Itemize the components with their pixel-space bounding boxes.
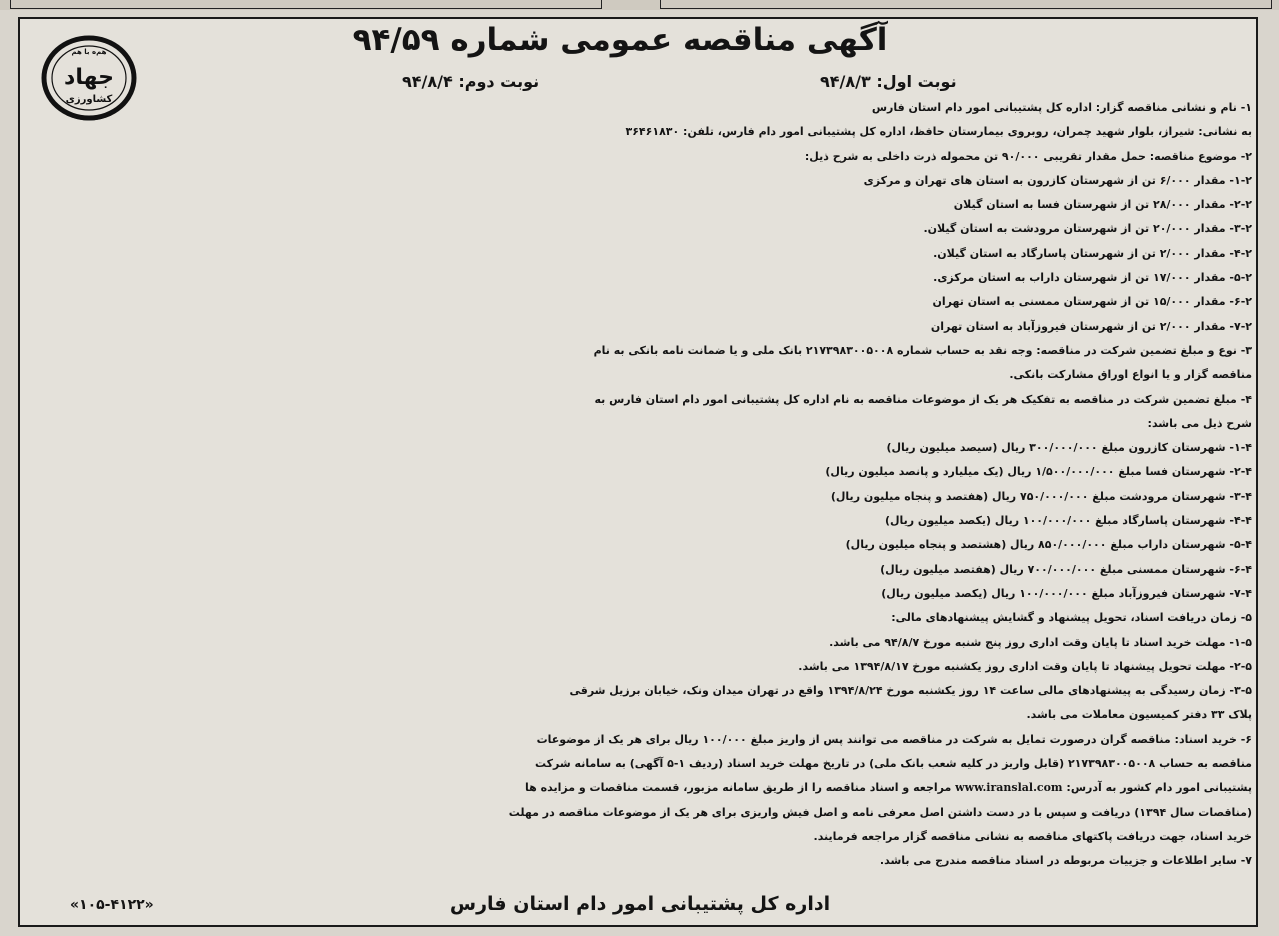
adjacent-ad-border-right [660,0,1272,9]
body-line: ۲-۴- شهرستان فسا مبلغ ۱/۵۰۰/۰۰۰/۰۰۰ ریال (یک میلیارد و پانصد میلیون ریال) [825,465,1252,479]
body-line: ۲- موضوع مناقصه: حمل مقدار تقریبی ۹۰/۰۰۰ تن محموله ذرت داخلی به شرح ذیل: [804,149,1252,163]
body-line: ۴- مبلغ تضمین شرکت در مناقصه به تفکیک هر یک از موضوعات مناقصه به نام اداره کل پشتیبانی امور دام استان فارس به [594,392,1252,406]
body-line: ۵- زمان دریافت اسناد، تحویل پیشنهاد و گشایش پیشنهادهای مالی: [891,611,1252,625]
body-line: ۵-۴- شهرستان داراب مبلغ ۸۵۰/۰۰۰/۰۰۰ ریال (هشتصد و پنجاه میلیون ریال) [845,538,1252,552]
adjacent-ad-border-left [10,0,602,9]
body-line: ۳-۵- زمان رسیدگی به پیشنهادهای مالی ساعت ۱۴ روز یکشنبه مورخ ۱۳۹۴/۸/۲۴ واقع در تهران میدان ونک، خیابان برزیل شرقی [569,684,1252,698]
website-link[interactable]: www.iranslal.com [955,781,1063,795]
logo-top-text: هم‌ه با هم [71,48,107,56]
body-line: شرح ذیل می باشد: [1147,416,1252,430]
logo-sub-text: کشاورزی [65,94,113,105]
second-publication-date: نوبت دوم: ۹۴/۸/۴ [402,72,540,91]
body-line: مناقصه گزار و یا انواع اوراق مشارکت بانکی. [1009,368,1252,382]
body-line: پلاک ۳۳ دفتر کمیسیون معاملات می باشد. [1026,708,1252,722]
first-publication-date: نوبت اول: ۹۴/۸/۳ [820,72,957,91]
body-line: ۳- نوع و مبلغ تضمین شرکت در مناقصه: وجه نقد به حساب شماره ۲۱۷۳۹۸۳۰۰۵۰۰۸ بانک ملی و یا ضمانت نامه بانکی به نام [593,343,1252,357]
body-line: ۳-۲- مقدار ۲۰/۰۰۰ تن از شهرستان مرودشت به استان گیلان. [923,222,1252,236]
body-line: ۷-۴- شهرستان فیروزآباد مبلغ ۱۰۰/۰۰۰/۰۰۰ ریال (یکصد میلیون ریال) [881,586,1252,600]
body-line: ۷- سایر اطلاعات و جزییات مربوطه در اسناد مناقصه مندرج می باشد. [879,854,1252,868]
body-line: ۳-۴- شهرستان مرودشت مبلغ ۷۵۰/۰۰۰/۰۰۰ ریال (هفتصد و پنجاه میلیون ریال) [830,489,1252,503]
url-line-prefix: پشتیبانی امور دام کشور به آدرس: [1066,781,1252,795]
body-line: ۲-۲- مقدار ۲۸/۰۰۰ تن از شهرستان فسا به استان گیلان [953,198,1252,212]
body-line: مناقصه به حساب ۲۱۷۳۹۸۳۰۰۵۰۰۸ (قابل واریز در کلیه شعب بانک ملی) در تاریخ مهلت خرید اسناد (ردیف ۱-۵ آگهی) به سامانه شرکت [535,757,1252,771]
body-line: (مناقصات سال ۱۳۹۴) دریافت و سپس با در دست داشتن اصل معرفی نامه و اصل فیش واریزی برای هر یک از موضوعات مناقصه در مهلت [508,805,1252,819]
body-line-with-url [34,776,1252,800]
body-line: ۱-۴- شهرستان کازرون مبلغ ۳۰۰/۰۰۰/۰۰۰ ریال (سیصد میلیون ریال) [886,441,1252,455]
ad-body [34,96,1252,874]
body-line: ۱- نام و نشانی مناقصه گزار: اداره کل پشتیبانی امور دام استان فارس [871,101,1252,114]
body-line: ۱-۵- مهلت خرید اسناد تا پایان وقت اداری روز پنج شنبه مورخ ۹۴/۸/۷ می باشد. [829,635,1252,649]
body-line: ۶- خرید اسناد: مناقصه گران درصورت تمایل به شرکت در مناقصه می توانند پس از واریز مبلغ ۱۰۰/۰۰۰ ریال برای هر یک از موضوعات [536,732,1252,746]
body-line: ۴-۲- مقدار ۲/۰۰۰ تن از شهرستان پاسارگاد به استان گیلان. [933,246,1252,260]
issuer-signature: اداره کل پشتیبانی امور دام استان فارس [449,893,831,915]
body-line: ۱-۲- مقدار ۶/۰۰۰ تن از شهرستان کازرون به استان های تهران و مرکزی [863,173,1252,187]
body-line: ۶-۲- مقدار ۱۵/۰۰۰ تن از شهرستان ممسنی به استان تهران [932,295,1252,309]
body-line: ۲-۵- مهلت تحویل پیشنهاد تا پایان وقت اداری روز یکشنبه مورخ ۱۳۹۴/۸/۱۷ می باشد. [798,659,1252,673]
body-line: ۵-۲- مقدار ۱۷/۰۰۰ تن از شهرستان داراب به استان مرکزی. [933,271,1252,285]
body-line: ۶-۴- شهرستان ممسنی مبلغ ۷۰۰/۰۰۰/۰۰۰ ریال (هفتصد میلیون ریال) [880,562,1252,576]
body-line: به نشانی: شیراز، بلوار شهید چمران، روبروی بیمارستان حافظ، اداره کل پشتیبانی امور دام فارس، تلفن: ۳۶۴۶۱۸۳۰ [625,125,1252,139]
body-line: ۴-۴- شهرستان پاسارگاد مبلغ ۱۰۰/۰۰۰/۰۰۰ ریال (یکصد میلیون ریال) [884,514,1252,528]
top-border-strip [0,0,1279,10]
body-line: ۷-۲- مقدار ۲/۰۰۰ تن از شهرستان فیروزآباد به استان تهران [930,319,1252,333]
ad-code: «۱۰۵-۴۱۲۲» [70,897,154,913]
body-line: خرید اسناد، جهت دریافت پاکتهای مناقصه به نشانی مناقصه گزار مراجعه فرمایند. [813,829,1252,843]
url-line-suffix: مراجعه و اسناد مناقصه را از طریق سامانه مزبور، قسمت مناقصات و مزایده ها [525,781,952,795]
logo-main-text: جهاد [64,65,114,90]
ad-title: آگهی مناقصه عمومی شماره ۹۴/۵۹ [352,22,888,58]
